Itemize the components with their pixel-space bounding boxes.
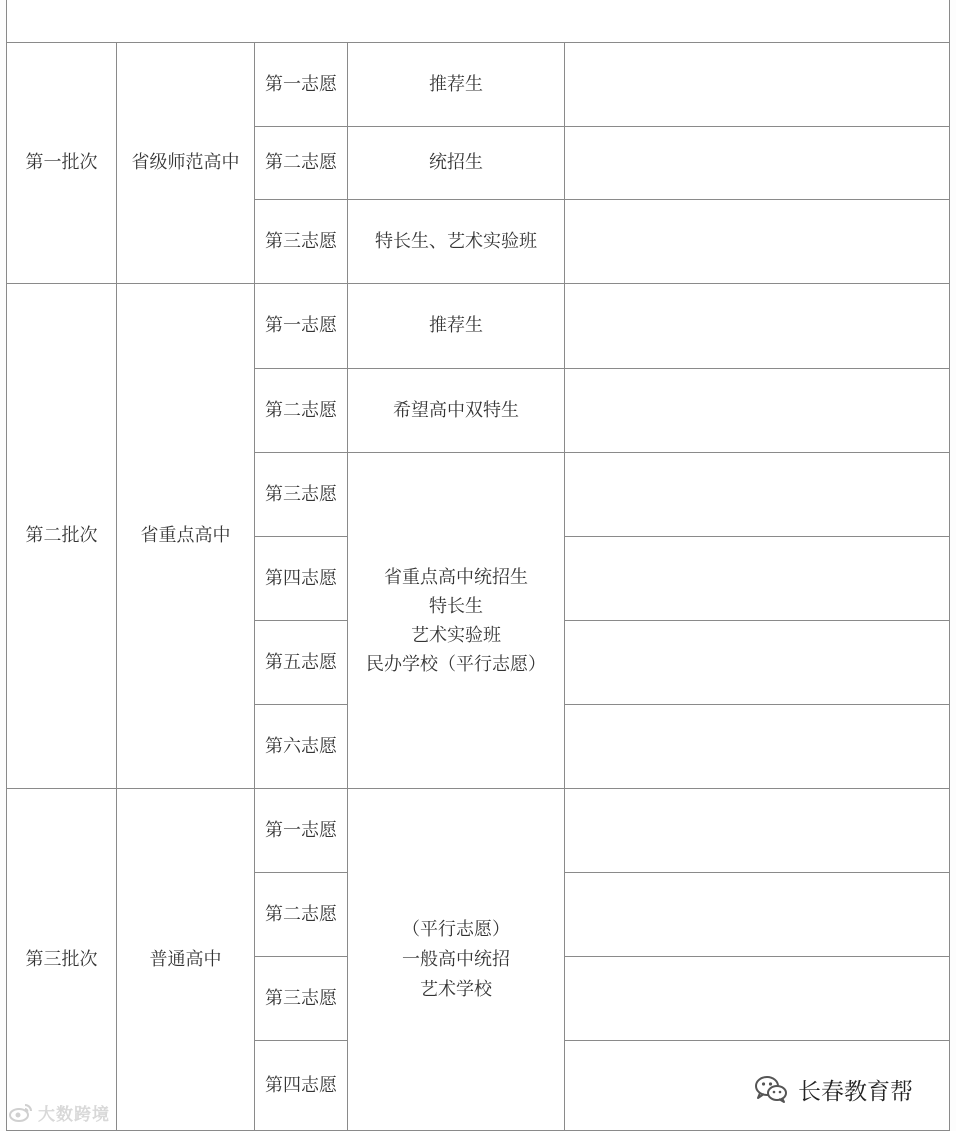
- blank-cell[interactable]: [564, 872, 950, 957]
- school-type: 省级师范高中: [131, 152, 240, 173]
- choice-cell: [254, 704, 348, 789]
- batch-name-cell: [6, 283, 117, 789]
- category-cell: [347, 452, 565, 789]
- school-type-cell: [116, 42, 255, 284]
- blank-cell[interactable]: [564, 956, 950, 1041]
- weibo-icon: [8, 1102, 34, 1122]
- blank-cell[interactable]: [564, 452, 950, 537]
- category-cell: [347, 126, 565, 200]
- wechat-watermark: [754, 1070, 913, 1108]
- blank-cell[interactable]: [564, 788, 950, 873]
- choice-label: 第五志愿: [265, 651, 337, 673]
- choice-label: 第二志愿: [265, 399, 337, 421]
- watermark-text: 长春教育帮: [798, 1078, 913, 1105]
- choice-label: 第四志愿: [265, 1074, 337, 1096]
- blank-cell[interactable]: [564, 704, 950, 789]
- choice-cell: [254, 872, 348, 957]
- blank-cell[interactable]: [564, 620, 950, 705]
- category-cell: [347, 42, 565, 127]
- weibo-watermark: [8, 1099, 110, 1125]
- blank-cell[interactable]: [564, 283, 950, 369]
- category-label: 推荐生: [429, 315, 483, 336]
- category-label: 推荐生: [429, 73, 483, 95]
- blank-cell[interactable]: [564, 536, 950, 621]
- school-type-cell: [116, 283, 255, 789]
- choice-label: 第三志愿: [265, 987, 337, 1009]
- category-cell: [347, 788, 565, 1131]
- category-label: 统招生: [429, 152, 483, 173]
- choice-cell: [254, 126, 348, 200]
- watermark-text: 大数跨境: [38, 1104, 110, 1125]
- category-cell: [347, 368, 565, 453]
- blank-cell[interactable]: [564, 199, 950, 284]
- category-label: 特长生、艺术实验班: [375, 230, 537, 252]
- choice-cell: [254, 788, 348, 873]
- category-label: 省重点高中统招生 特长生 艺术实验班 民办学校（平行志愿）: [366, 566, 546, 675]
- choice-cell: [254, 536, 348, 621]
- choice-label: 第二志愿: [265, 903, 337, 925]
- batch-name: 第一批次: [25, 152, 98, 173]
- blank-cell[interactable]: [564, 126, 950, 200]
- choice-cell: [254, 283, 348, 369]
- choice-cell: [254, 620, 348, 705]
- batch-name: 第二批次: [25, 525, 98, 546]
- batch-name: 第三批次: [25, 948, 98, 970]
- blank-cell[interactable]: [564, 368, 950, 453]
- choice-cell: [254, 956, 348, 1041]
- choice-cell: [254, 1040, 348, 1131]
- blank-cell[interactable]: [564, 42, 950, 127]
- choice-label: 第一志愿: [265, 819, 337, 841]
- category-cell: [347, 283, 565, 369]
- school-type-cell: [116, 788, 255, 1131]
- category-label: （平行志愿） 一般高中统招 艺术学校: [402, 918, 510, 1000]
- choice-label: 第一志愿: [265, 73, 337, 95]
- batch-name-cell: [6, 788, 117, 1131]
- choice-label: 第二志愿: [265, 152, 337, 173]
- category-cell: [347, 199, 565, 284]
- category-label: 希望高中双特生: [393, 399, 519, 421]
- choice-label: 第三志愿: [265, 483, 337, 505]
- wechat-icon: [754, 1074, 788, 1104]
- choice-label: 第一志愿: [265, 315, 337, 336]
- school-type: 省重点高中: [140, 525, 231, 546]
- batch-name-cell: [6, 42, 117, 284]
- choice-label: 第三志愿: [265, 230, 337, 252]
- choice-label: 第四志愿: [265, 567, 337, 589]
- choice-cell: [254, 42, 348, 127]
- choice-cell: [254, 199, 348, 284]
- choice-cell: [254, 368, 348, 453]
- school-type: 普通高中: [149, 948, 222, 970]
- choice-label: 第六志愿: [265, 735, 337, 757]
- table-header-row: [6, 0, 950, 43]
- choice-cell: [254, 452, 348, 537]
